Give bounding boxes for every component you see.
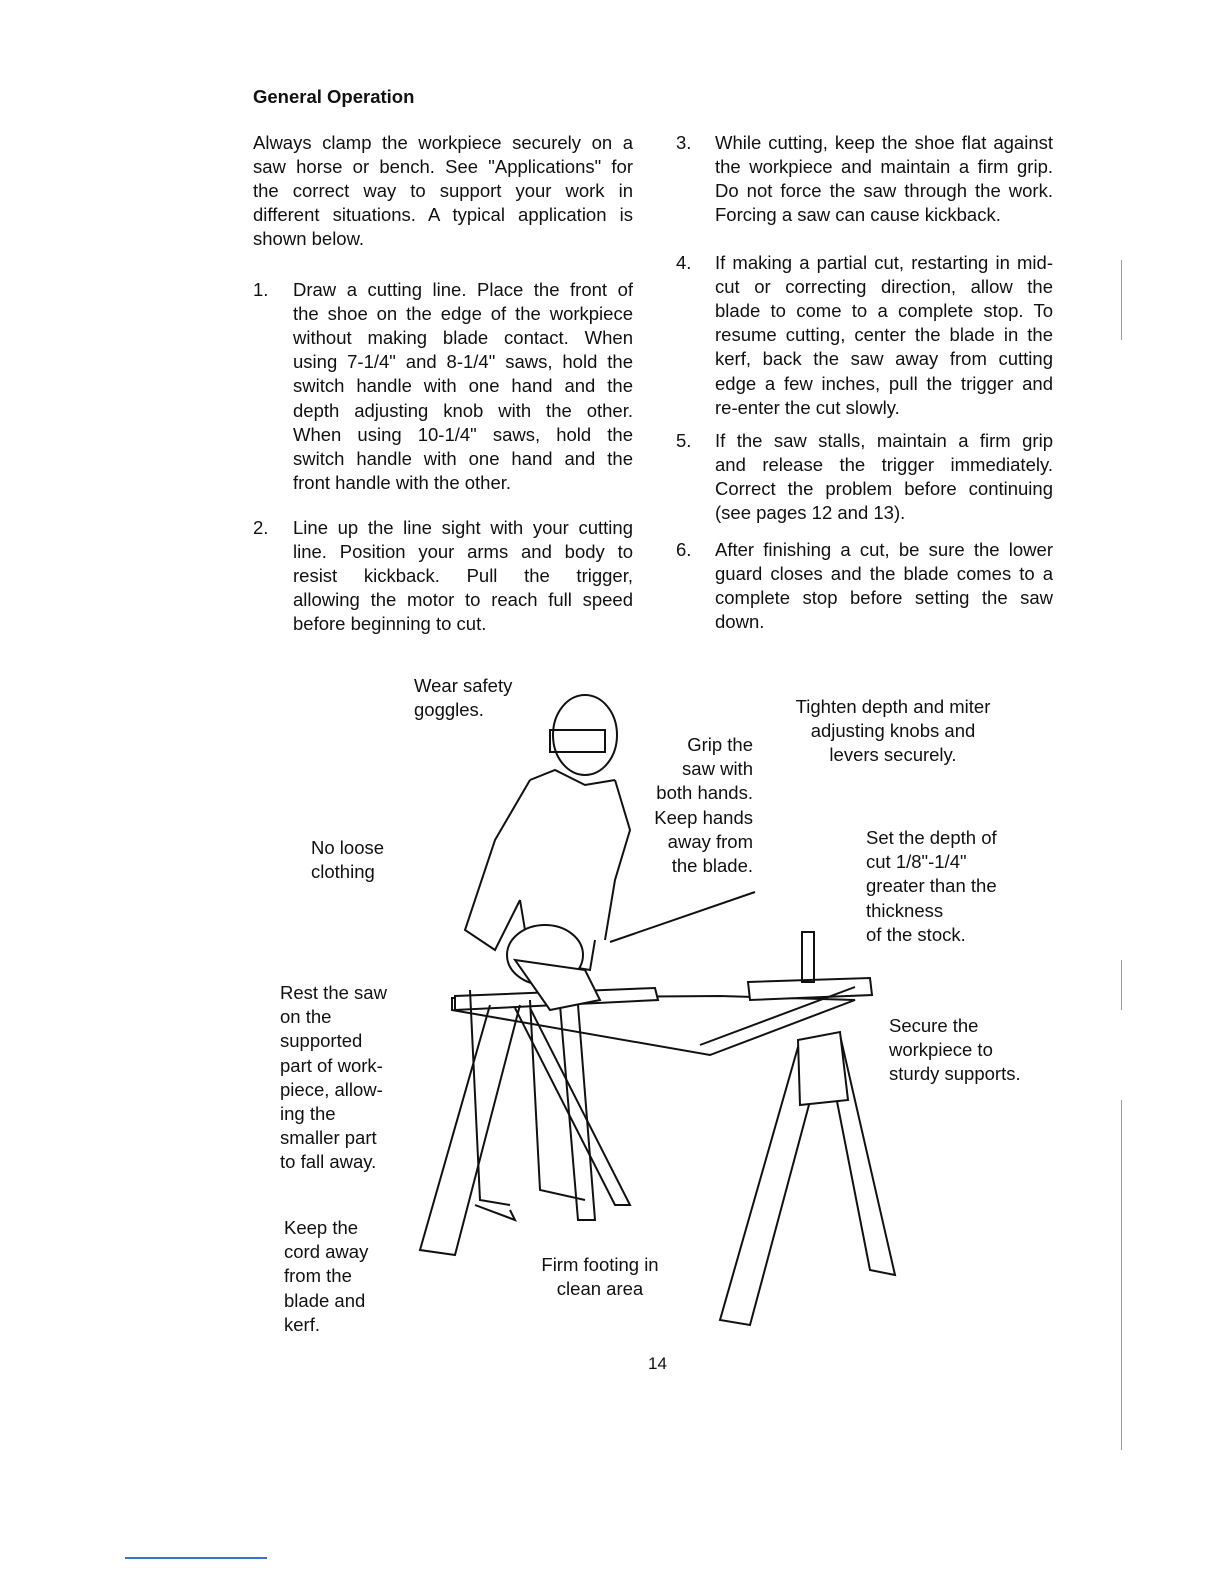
figure-label-cord: kerf. (284, 1313, 320, 1335)
figure-label-rest: smaller part (280, 1127, 377, 1149)
intro-line: saw horse or bench. See "Applications" for (253, 156, 633, 178)
step-line: edge a few inches, pull the trigger and (715, 372, 1053, 394)
figure-label-grip: away from (667, 830, 753, 852)
step-line: down. (715, 611, 765, 633)
step-line: allowing the motor to reach full speed (293, 589, 633, 611)
step-number: 3. (676, 132, 692, 153)
figure-label-grip: Grip the (687, 734, 753, 755)
figure-label-grip: the blade. (671, 855, 753, 876)
step-line: switch handle with one hand and the (293, 447, 633, 469)
figure-label-tighten: Tighten depth and miter (795, 696, 991, 717)
section-heading: General Operation (253, 86, 415, 107)
step-line: blade to come to a complete stop. To (715, 300, 1053, 322)
step-line: resist kickback. Pull the trigger, (293, 565, 633, 587)
step-line: resume cutting, center the blade in the (715, 324, 1053, 346)
figure-label-depth: cut 1/8"-1/4" (866, 851, 967, 873)
figure-label-rest: ing the (280, 1103, 336, 1124)
circular-saw-illustration (400, 660, 920, 1340)
step-line: re-enter the cut slowly. (715, 396, 900, 418)
step-number: 1. (253, 279, 269, 300)
step-number: 4. (676, 252, 692, 273)
step-line: guard closes and the blade comes to a (715, 563, 1053, 585)
step-line: and release the trigger immediately. (715, 454, 1053, 476)
margin-mark (1121, 960, 1122, 1010)
step-line: Do not force the saw through the work. (715, 180, 1053, 202)
step-line: If making a partial cut, restarting in mid- (715, 252, 1053, 273)
figure-label-goggles: goggles. (414, 699, 484, 721)
step-number: 2. (253, 517, 269, 538)
intro-line: Always clamp the workpiece securely on a (253, 132, 633, 153)
step-line: Draw a cutting line. Place the front of (293, 279, 633, 300)
figure-label-depth: of the stock. (866, 923, 966, 945)
step-line: using 7-1/4" and 8-1/4" saws, hold the (293, 351, 633, 373)
step-number: 5. (676, 430, 692, 451)
step-line: Line up the line sight with your cutting (293, 517, 633, 538)
step-line: Forcing a saw can cause kickback. (715, 204, 1001, 226)
step-line: before beginning to cut. (293, 613, 487, 635)
figure-label-rest: piece, allow- (280, 1078, 383, 1100)
step-line: cut or correcting direction, allow the (715, 276, 1053, 298)
step-line: line. Position your arms and body to (293, 541, 633, 563)
figure-label-cord: Keep the (284, 1217, 359, 1238)
intro-line: the correct way to support your work in (253, 180, 633, 202)
margin-mark (1121, 1100, 1122, 1450)
figure-label-depth: greater than the (866, 875, 997, 897)
figure-label-tighten: adjusting knobs and (810, 720, 976, 742)
step-line: Correct the problem before continuing (715, 478, 1053, 500)
figure-label-grip: Keep hands (654, 806, 753, 828)
step-line: depth adjusting knob with the other. (293, 399, 633, 421)
step-line: (see pages 12 and 13). (715, 502, 906, 524)
figure-label-grip: both hands. (656, 782, 753, 804)
link-underline (125, 1557, 267, 1559)
figure-label-goggles: Wear safety (414, 675, 513, 696)
step-line: complete stop before setting the saw (715, 587, 1053, 609)
step-line: When using 10-1/4" saws, hold the (293, 423, 633, 445)
step-line: the workpiece and maintain a firm grip. (715, 156, 1053, 178)
step-line: If the saw stalls, maintain a firm grip (715, 430, 1053, 451)
figure-label-clothing: clothing (311, 861, 375, 883)
figure-label-cord: cord away (284, 1241, 369, 1263)
figure-label-rest: part of work- (280, 1054, 383, 1076)
figure-label-secure: workpiece to (889, 1039, 993, 1061)
intro-line: shown below. (253, 228, 365, 250)
figure-label-depth: Set the depth of (866, 827, 997, 848)
figure-label-clothing: No loose (311, 837, 385, 858)
figure-label-footing: clean area (556, 1278, 644, 1300)
right-sawhorse (720, 932, 895, 1325)
step-number: 6. (676, 539, 692, 560)
step-line: kerf, back the saw away from cutting (715, 348, 1053, 370)
margin-mark (1121, 260, 1122, 340)
figure-label-secure: Secure the (889, 1015, 979, 1036)
step-line: After finishing a cut, be sure the lower (715, 539, 1053, 560)
figure-label-rest: to fall away. (280, 1151, 377, 1173)
figure-label-rest: Rest the saw (280, 982, 387, 1003)
step-line: the shoe on the edge of the workpiece (293, 303, 633, 325)
step-line: front handle with the other. (293, 471, 512, 493)
page-number: 14 (648, 1354, 667, 1373)
figure-label-cord: from the (284, 1265, 352, 1287)
figure-label-cord: blade and (284, 1289, 366, 1311)
figure-label-depth: thickness (866, 899, 944, 921)
step-line: without making blade contact. When (293, 327, 633, 349)
step-line: While cutting, keep the shoe flat against (715, 132, 1053, 153)
figure-label-tighten: levers securely. (829, 744, 957, 766)
figure-label-footing: Firm footing in (541, 1254, 659, 1275)
figure-label-rest: supported (280, 1030, 363, 1052)
intro-line: different situations. A typical application is (253, 204, 633, 226)
step-line: switch handle with one hand and the (293, 375, 633, 397)
figure-label-secure: sturdy supports. (889, 1063, 1021, 1085)
figure-label-rest: on the (280, 1006, 332, 1028)
figure-label-grip: saw with (682, 758, 753, 780)
